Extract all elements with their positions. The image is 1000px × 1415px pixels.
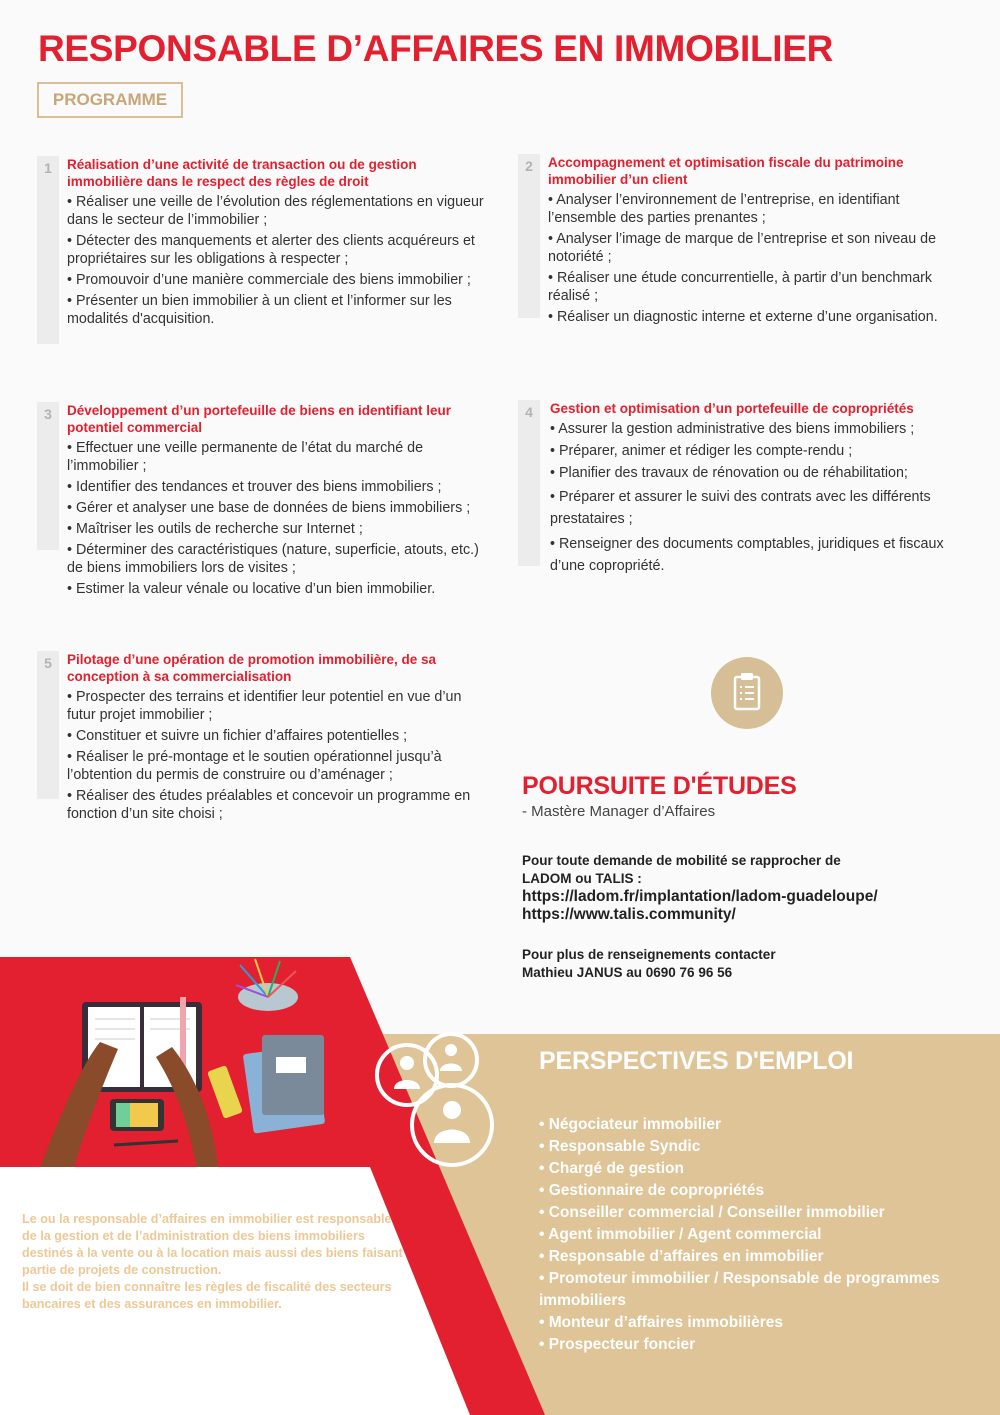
module-3 bbox=[37, 402, 487, 601]
list-item: • Identifier des tendances et trouver des biens immobiliers ; bbox=[67, 479, 442, 495]
list-item: • Préparer et assurer le suivi des contrats avec les différents prestataires ; bbox=[550, 489, 931, 527]
module-number-bar bbox=[518, 154, 540, 318]
phone-illustration bbox=[110, 1099, 164, 1131]
module-title: Accompagnement et optimisation fiscale du patrimoine immobilier d’un client bbox=[548, 155, 904, 187]
job-item: • Responsable d’affaires en immobilier bbox=[539, 1248, 824, 1265]
module-1 bbox=[37, 156, 487, 331]
module-title: Développement d’un portefeuille de biens en identifiant leur potentiel commercial bbox=[67, 403, 452, 435]
list-item: • Détecter des manquements et alerter des clients acquéreurs et propriétaires sur les obligations à respecter ; bbox=[67, 233, 475, 267]
module-number-bar bbox=[518, 400, 540, 566]
module-number: 2 bbox=[525, 158, 533, 174]
list-item: • Renseigner des documents comptables, juridiques et fiscaux d’une copropriété. bbox=[550, 536, 944, 574]
list-item: • Présenter un bien immobilier à un client et l’informer sur les modalités d'acquisition. bbox=[67, 293, 452, 327]
job-item: • Promoteur immobilier / Responsable de programmes immobiliers bbox=[539, 1270, 940, 1309]
list-item: • Promouvoir d’une manière commerciale des biens immobilier ; bbox=[67, 272, 471, 288]
module-number: 5 bbox=[44, 655, 52, 671]
module-title: Pilotage d’une opération de promotion immobilière, de sa conception à sa commercialisation bbox=[67, 652, 437, 684]
list-item: • Maîtriser les outils de recherche sur Internet ; bbox=[67, 521, 363, 537]
contact-person: Mathieu JANUS au 0690 76 96 56 bbox=[522, 965, 733, 980]
module-title: Réalisation d’une activité de transaction ou de gestion immobilière dans le respect des règles de droit bbox=[67, 157, 417, 189]
list-item: • Prospecter des terrains et identifier leur potentiel en vue d’un futur projet immobilier ; bbox=[67, 689, 462, 723]
list-item: • Gérer et analyser une base de données de biens immobiliers ; bbox=[67, 500, 471, 516]
list-item: • Réaliser des études préalables et concevoir un programme en fonction d’un site choisi ; bbox=[67, 788, 471, 822]
module-title: Gestion et optimisation d’un portefeuille de copropriétés bbox=[550, 401, 914, 416]
poursuite-title: POURSUITE D'ÉTUDES bbox=[522, 772, 797, 800]
ladom-link[interactable]: https://ladom.fr/implantation/ladom-guadeloupe/ bbox=[522, 888, 878, 905]
list-item: • Réaliser une étude concurrentielle, à partir d’un benchmark réalisé ; bbox=[548, 270, 933, 304]
poursuite-section bbox=[522, 772, 797, 820]
poursuite-item: - Mastère Manager d’Affaires bbox=[522, 803, 716, 820]
module-number: 3 bbox=[44, 406, 52, 422]
list-item: • Réaliser le pré-montage et le soutien opérationnel jusqu’à l’obtention du permis de construire ou d’aménager ; bbox=[67, 749, 442, 783]
description-paragraph: Il se doit de bien connaître les règles de fiscalité des secteurs bancaires et des assurances en immobilier. bbox=[22, 1280, 392, 1311]
module-number-bar bbox=[37, 156, 59, 344]
list-item: • Effectuer une veille permanente de l’état du marché de l’immobilier ; bbox=[67, 440, 424, 474]
module-4 bbox=[518, 400, 968, 580]
list-item: • Déterminer des caractéristiques (nature, superficie, atouts, etc.) de biens immobiliers lors de visites ; bbox=[67, 542, 479, 576]
job-item: • Conseiller commercial / Conseiller immobilier bbox=[539, 1204, 885, 1221]
mobility-text: LADOM ou TALIS : bbox=[522, 871, 642, 886]
job-item: • Monteur d’affaires immobilières bbox=[539, 1314, 784, 1331]
list-item: • Constituer et suivre un fichier d’affaires potentielles ; bbox=[67, 728, 408, 744]
perspectives-section bbox=[539, 1047, 979, 1356]
list-item: • Réaliser une veille de l’évolution des réglementations en vigueur dans le secteur de l’immobilier ; bbox=[67, 194, 484, 228]
list-item: • Planifier des travaux de rénovation ou de réhabilitation; bbox=[550, 465, 908, 481]
programme-badge: PROGRAMME bbox=[37, 82, 183, 118]
job-item: • Agent immobilier / Agent commercial bbox=[539, 1226, 822, 1243]
list-item: • Assurer la gestion administrative des biens immobiliers ; bbox=[550, 421, 915, 437]
perspectives-title: PERSPECTIVES D'EMPLOI bbox=[539, 1047, 854, 1075]
module-number: 1 bbox=[44, 160, 52, 176]
talis-link[interactable]: https://www.talis.community/ bbox=[522, 906, 736, 923]
list-item: • Estimer la valeur vénale ou locative d’un bien immobilier. bbox=[67, 581, 436, 597]
job-item: • Gestionnaire de copropriétés bbox=[539, 1182, 765, 1199]
list-item: • Réaliser un diagnostic interne et externe d’une organisation. bbox=[548, 309, 938, 325]
job-item: • Responsable Syndic bbox=[539, 1138, 701, 1155]
module-number: 4 bbox=[525, 404, 533, 420]
job-item: • Chargé de gestion bbox=[539, 1160, 684, 1177]
module-number-bar bbox=[37, 651, 59, 799]
mobility-text: Pour toute demande de mobilité se rapprocher de bbox=[522, 853, 841, 868]
clipboard-icon bbox=[711, 657, 783, 729]
module-5 bbox=[37, 651, 487, 826]
list-item: • Préparer, animer et rédiger les compte-rendu ; bbox=[550, 443, 853, 459]
description-paragraph: Le ou la responsable d’affaires en immobilier est responsable de la gestion et de l’administration des biens immobiliers destinés à la vente ou à la location mais aussi des biens faisant partie de projets de construction. bbox=[22, 1212, 403, 1277]
module-2 bbox=[518, 154, 948, 329]
page-title: RESPONSABLE D’AFFAIRES EN IMMOBILIER bbox=[38, 28, 834, 69]
job-item: • Prospecteur foncier bbox=[539, 1336, 696, 1353]
module-number-bar bbox=[37, 402, 59, 550]
list-item: • Analyser l’image de marque de l’entreprise et son niveau de notoriété ; bbox=[548, 231, 937, 265]
list-item: • Analyser l’environnement de l’entreprise, en identifiant l’ensemble des parties prenantes ; bbox=[548, 192, 900, 226]
job-item: • Négociateur immobilier bbox=[539, 1116, 721, 1133]
info-text: Pour plus de renseignements contacter bbox=[522, 947, 776, 962]
job-description bbox=[22, 1211, 407, 1313]
